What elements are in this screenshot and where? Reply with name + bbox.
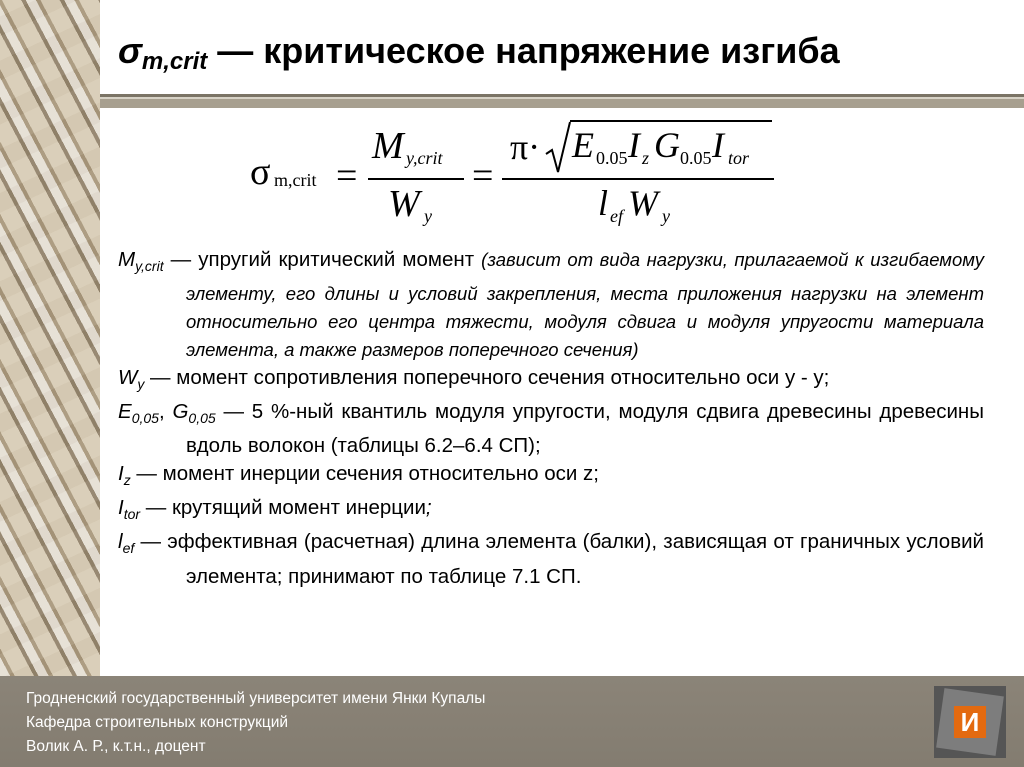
formula-pi: π· <box>510 127 541 167</box>
def-symbol: E <box>118 400 132 424</box>
footer-university: Гродненский государственный университет имени Янки Купалы <box>26 690 486 707</box>
den2-w-sub: y <box>662 206 670 226</box>
def-text: — крутящий момент инерции <box>140 496 426 520</box>
definition-item <box>118 246 984 364</box>
formula-lhs-sub: m,crit <box>274 170 317 190</box>
def-symbol: I <box>118 496 124 520</box>
formula-lhs-symbol: σ <box>250 151 271 193</box>
title-text: — критическое напряжение изгиба <box>207 30 840 71</box>
fraction-line-2 <box>502 178 774 180</box>
def-symbol: W <box>118 366 138 390</box>
footer-bar <box>0 676 1024 767</box>
def-desc: (зависит от вида нагрузки, прилагаемой к изгибаемому элементу, его длины и условий закрепления, места приложения нагрузки на элемент относительно его центра тяжести, модуля сдвига и модуля упругости материала элемента, а также размеров поперечного сечения) <box>186 249 984 361</box>
definition-item <box>118 364 984 398</box>
definition-item <box>118 494 984 528</box>
sqrt-icon <box>544 120 572 176</box>
def-tail: ; <box>425 496 432 520</box>
formula-den1-main: W <box>388 183 420 225</box>
definition-item <box>118 460 984 494</box>
def-text: — упругий критический момент <box>163 248 482 271</box>
rad-e: E <box>572 125 594 165</box>
def-sub-2: 0,05 <box>188 410 216 427</box>
slide-title <box>118 30 840 75</box>
def-sub: ef <box>122 540 135 557</box>
def-sub: y <box>137 376 145 393</box>
def-symbol: M <box>118 248 136 271</box>
den2-l-sub: ef <box>610 206 623 226</box>
title-subscript: m,crit <box>141 48 208 75</box>
rad-g: G <box>654 125 680 165</box>
def-symbol-2: G <box>172 400 189 424</box>
footer-author: Волик А. Р., к.т.н., доцент <box>26 738 206 755</box>
formula-den1-sub: y <box>424 206 432 226</box>
def-sub: 0,05 <box>131 410 159 427</box>
def-symbol: l <box>118 530 123 554</box>
den2-w: W <box>628 183 658 223</box>
rad-i2-sub: tor <box>728 148 750 168</box>
rad-i-sub: z <box>642 148 650 168</box>
def-sub: z <box>123 472 131 489</box>
title-symbol: σ <box>118 30 142 71</box>
rad-i: I <box>628 125 640 165</box>
den2-l: l <box>598 183 609 223</box>
definitions-list <box>118 246 984 591</box>
def-text: — момент сопротивления поперечного сечения относительно оси y - y; <box>144 366 830 390</box>
formula-num1-main: M <box>372 125 404 167</box>
definition-item <box>118 528 984 590</box>
def-text: — 5 %-ный квантиль модуля упругости, модуля сдвига древесины древесины вдоль волокон (таблицы 6.2–6.4 СП); <box>186 400 984 458</box>
def-symbol: I <box>118 462 124 486</box>
formula-equals-2: = <box>472 155 494 197</box>
sqrt-bar <box>570 120 772 122</box>
university-logo <box>934 686 1006 758</box>
def-sub: y,crit <box>135 258 164 275</box>
def-text: — момент инерции сечения относительно оси z; <box>130 462 599 486</box>
decorative-side-image <box>0 0 100 676</box>
def-sep: , <box>158 400 173 424</box>
formula-num1-sub: y,crit <box>406 148 443 168</box>
formula-equals-1: = <box>336 155 358 197</box>
rad-g-sub: 0.05 <box>680 148 712 168</box>
rad-i2: I <box>712 125 724 165</box>
title-divider <box>100 94 1024 108</box>
logo-mark: И <box>954 706 986 738</box>
def-text: — эффективная (расчетная) длина элемента (балки), зависящая от граничных условий элемента; принимают по таблице 7.1 СП. <box>134 530 984 588</box>
definition-item <box>118 398 984 460</box>
def-sub: tor <box>123 506 141 523</box>
rad-e-sub: 0.05 <box>596 148 628 168</box>
footer-department: Кафедра строительных конструкций <box>26 714 289 731</box>
fraction-line-1 <box>368 178 464 180</box>
formula <box>240 118 800 238</box>
